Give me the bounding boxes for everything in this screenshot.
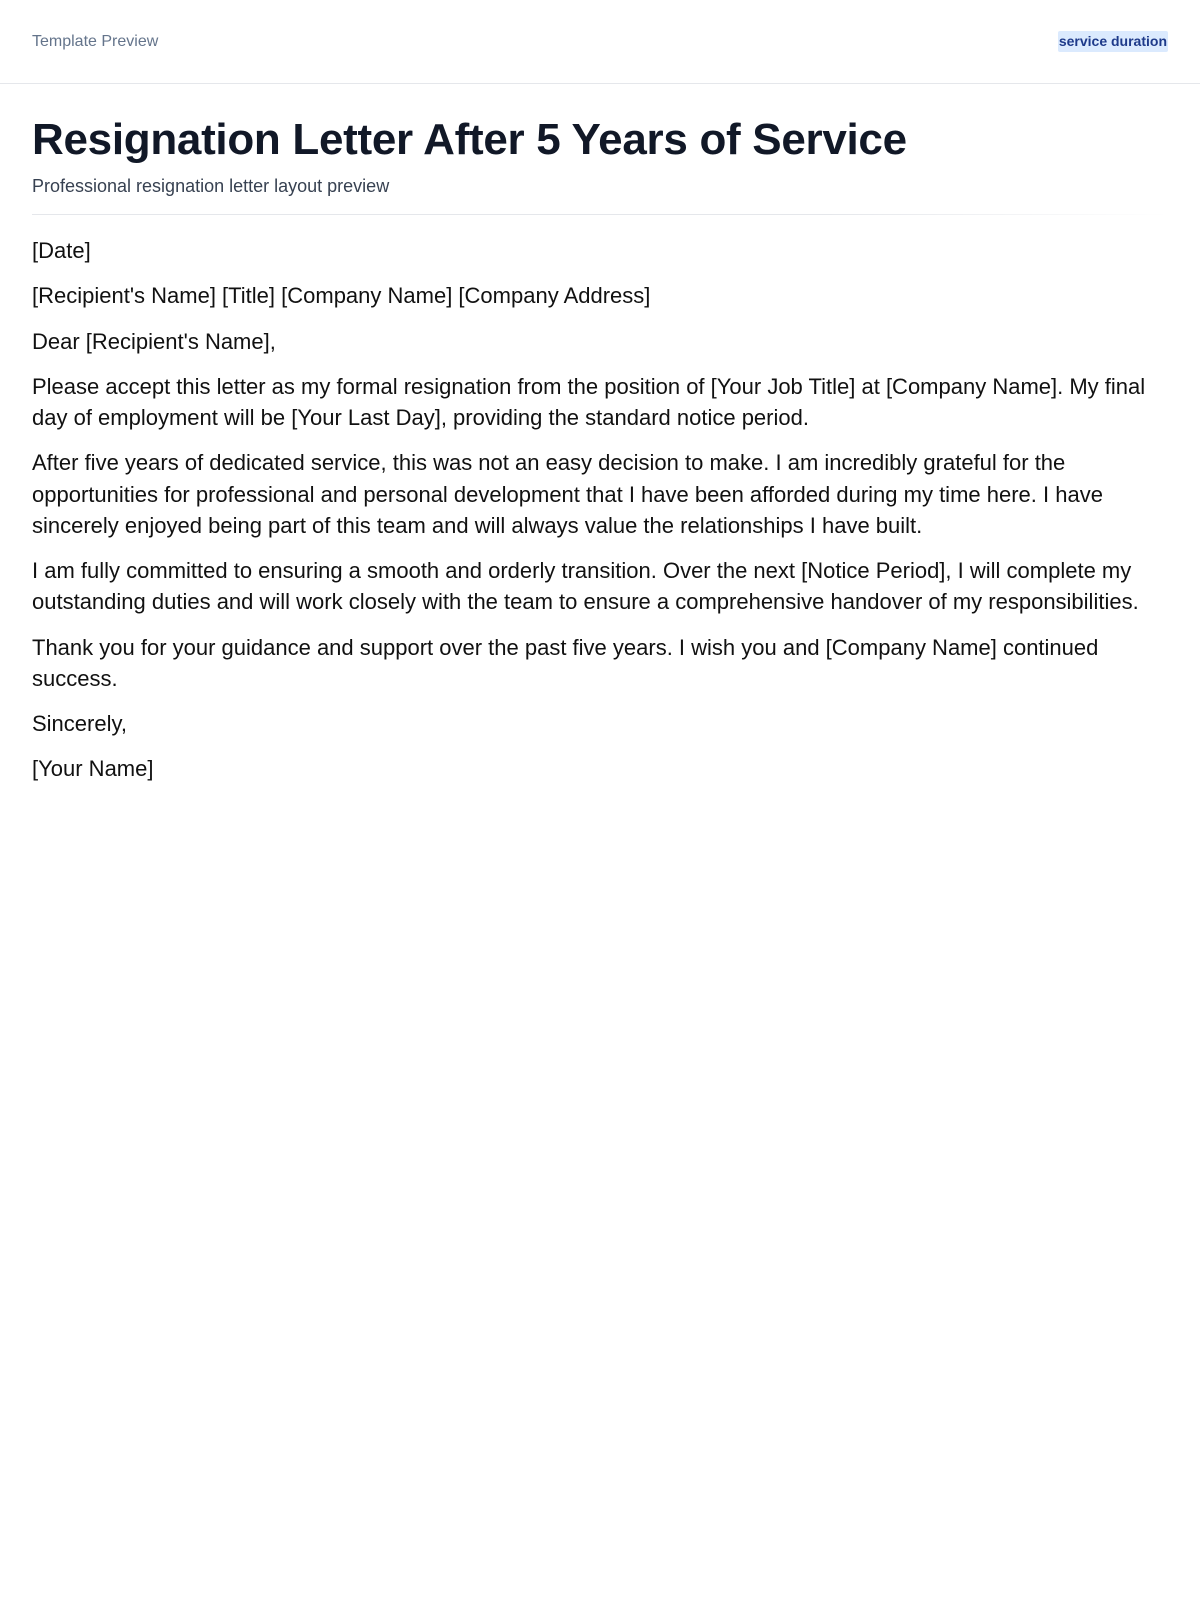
letter-paragraph: I am fully committed to ensuring a smooth and orderly transition. Over the next [Notice Period], I will complete my outstanding duties and will work closely with the team to ensure a comprehensive handover of my responsibilities. bbox=[32, 558, 1139, 615]
service-duration-tag: service duration bbox=[1058, 31, 1168, 52]
letter-recipient-block: [Recipient's Name] [Title] [Company Name] [Company Address] bbox=[32, 283, 651, 309]
letter-body bbox=[32, 235, 1168, 784]
document-title: Resignation Letter After 5 Years of Service bbox=[32, 115, 907, 164]
template-preview-label: Template Preview bbox=[32, 32, 159, 50]
letter-date: [Date] bbox=[32, 238, 91, 264]
letter-paragraph: Thank you for your guidance and support over the past five years. I wish you and [Company Name] continued success. bbox=[32, 634, 1099, 691]
top-bar bbox=[0, 0, 1200, 84]
divider bbox=[32, 214, 1168, 215]
document-subtitle: Professional resignation letter layout preview bbox=[32, 175, 390, 196]
letter-paragraph: After five years of dedicated service, this was not an easy decision to make. I am incredibly grateful for the opportunities for professional and personal development that I have been afforded during my time here. I have sincerely enjoyed being part of this team and will always value the relationships I have built. bbox=[32, 450, 1103, 538]
document-content bbox=[0, 84, 1200, 784]
letter-closing: Sincerely, bbox=[32, 711, 127, 736]
letter-paragraph: Please accept this letter as my formal resignation from the position of [Your Job Title] at [Company Name]. My final day of employment will be [Your Last Day], providing the standard notice period. bbox=[32, 373, 1146, 431]
letter-signature: [Your Name] bbox=[32, 756, 154, 782]
letter-salutation: Dear [Recipient's Name], bbox=[32, 328, 276, 354]
